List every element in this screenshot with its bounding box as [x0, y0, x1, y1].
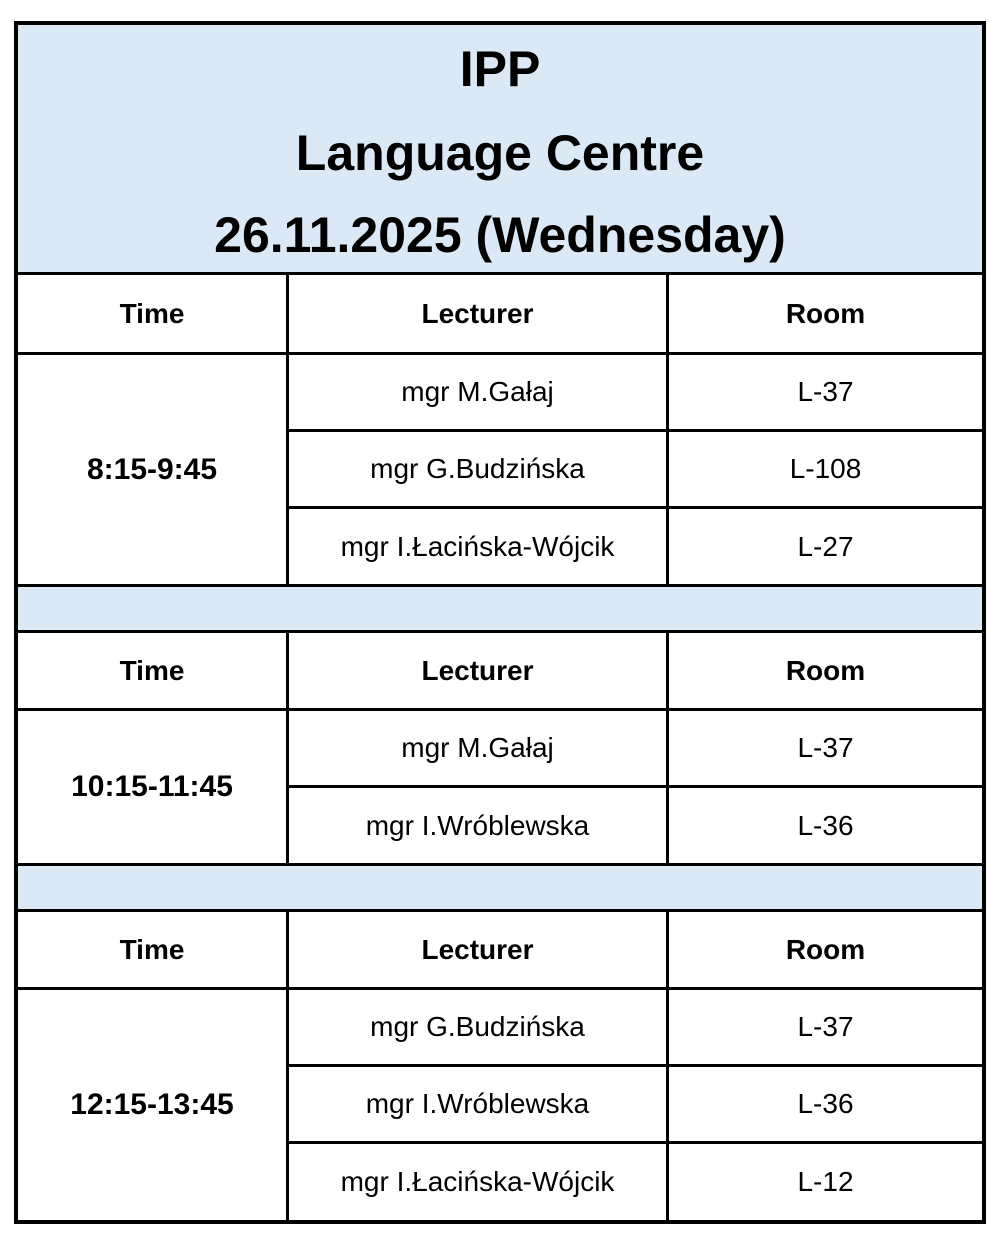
- header-row: [18, 633, 982, 708]
- section-spacer: [18, 866, 982, 909]
- lecturer-cell: mgr I.Wróblewska: [286, 788, 666, 863]
- room-cell: L-12: [666, 1144, 982, 1220]
- header-lecturer: Lecturer: [286, 912, 666, 987]
- lecturer-cell: mgr I.Łacińska-Wójcik: [286, 1144, 666, 1220]
- table-row: [18, 432, 982, 506]
- title-institute: IPP: [459, 41, 541, 97]
- room-cell: L-108: [666, 432, 982, 506]
- lecturer-cell: mgr G.Budzińska: [286, 990, 666, 1064]
- room-cell: L-36: [666, 788, 982, 863]
- session-time: 10:15-11:45: [71, 770, 233, 803]
- room-cell: L-37: [666, 711, 982, 785]
- header-room: Room: [666, 912, 982, 987]
- lecturer-cell: mgr M.Gałaj: [286, 355, 666, 429]
- header-row: [18, 912, 982, 987]
- schedule-table: [14, 21, 986, 1224]
- title-unit: Language Centre: [295, 125, 705, 181]
- header-lecturer: Lecturer: [286, 633, 666, 708]
- session-time: 12:15-13:45: [70, 1088, 234, 1121]
- table-row: [18, 788, 982, 863]
- title-date: 26.11.2025 (Wednesday): [214, 207, 786, 263]
- session-time: 8:15-9:45: [86, 452, 218, 486]
- room-cell: L-27: [666, 509, 982, 584]
- header-time: Time: [119, 933, 185, 965]
- header-lecturer: Lecturer: [286, 275, 666, 353]
- room-cell: L-37: [666, 355, 982, 429]
- title-block: [18, 25, 982, 275]
- header-row: [18, 275, 982, 353]
- table-row: [18, 1144, 982, 1220]
- table-row: [18, 711, 982, 785]
- lecturer-cell: mgr I.Wróblewska: [286, 1067, 666, 1141]
- room-cell: L-37: [666, 990, 982, 1064]
- room-cell: L-36: [666, 1067, 982, 1141]
- header-time: Time: [119, 298, 185, 329]
- header-room: Room: [666, 633, 982, 708]
- lecturer-cell: mgr I.Łacińska-Wójcik: [286, 509, 666, 584]
- lecturer-cell: mgr G.Budzińska: [286, 432, 666, 506]
- section-spacer: [18, 587, 982, 630]
- table-row: [18, 509, 982, 584]
- lecturer-cell: mgr M.Gałaj: [286, 711, 666, 785]
- header-room: Room: [666, 275, 982, 353]
- table-row: [18, 990, 982, 1064]
- table-row: [18, 355, 982, 429]
- header-time: Time: [119, 654, 185, 686]
- table-row: [18, 1067, 982, 1141]
